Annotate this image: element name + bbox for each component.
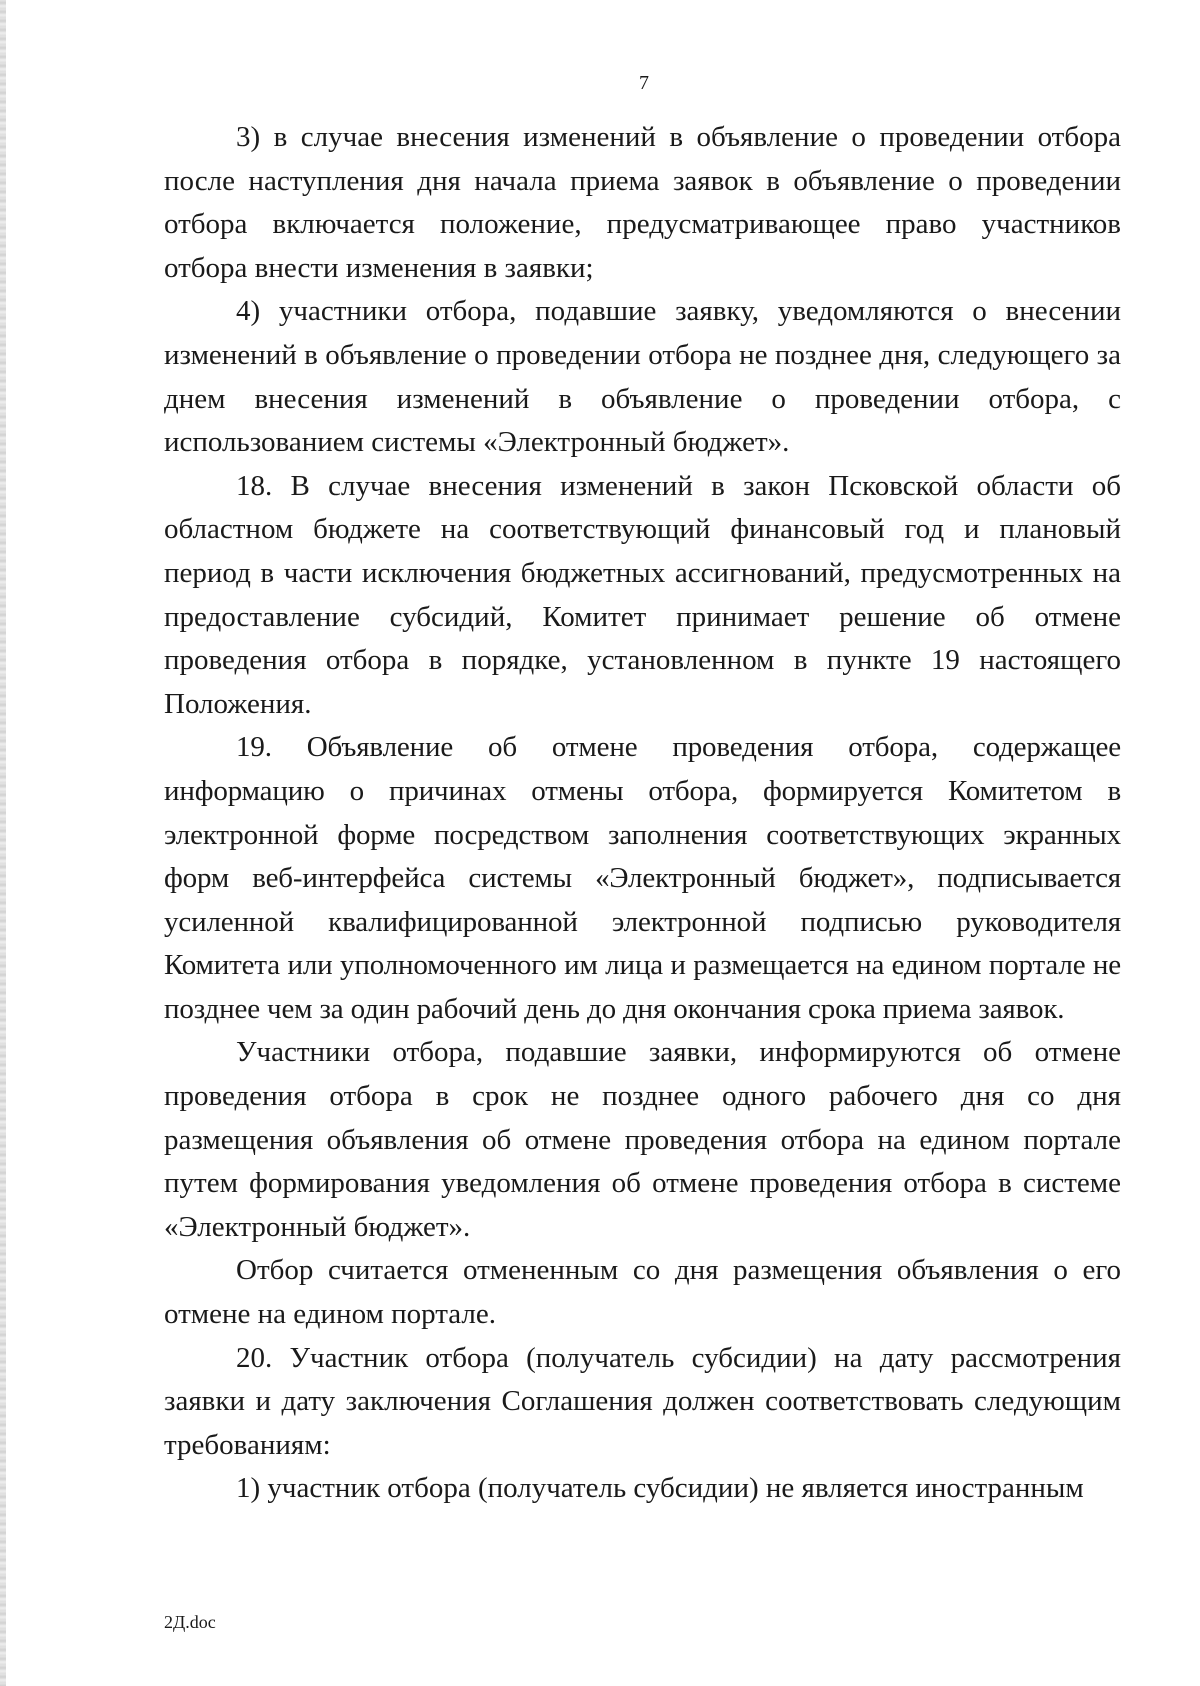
paragraph-point-19: 19. Объявление об отмене проведения отбора, содержащее информацию о причинах отмены отбора, формируется Комитетом в электронной форме посредством заполнения соответствующих экранных форм веб-интерфейса системы «Электронный бюджет», подписывается усиленной квалифицированной электронной подписью руководителя Комитета или уполномоченного им лица и размещается на едином портале не позднее чем за один рабочий день до дня окончания срока приема заявок. [164, 731, 1121, 1025]
paragraph-item-3: 3) в случае внесения изменений в объявление о проведении отбора после наступления дня начала приема заявок в объявление о проведении отбора включается положение, предусматривающее право участников отбора внести изменения в заявки; [164, 121, 1121, 284]
paragraph-item-4: 4) участники отбора, подавшие заявку, уведомляются о внесении изменений в объявление о проведении отбора не позднее дня, следующего за днем внесения изменений в объявление о проведении отбора, с использованием системы «Электронный бюджет». [164, 295, 1121, 459]
paragraph-point-20: 20. Участник отбора (получатель субсидии) на дату рассмотрения заявки и дату заключения Соглашения должен соответствовать следующим требованиям: [164, 1341, 1121, 1461]
paragraph-cancellation: Отбор считается отмененным со дня размещения объявления о его отмене на едином портале. [164, 1254, 1121, 1331]
footer-filename: 2Д.doc [164, 1612, 216, 1632]
page-number: 7 [639, 72, 649, 94]
paragraph-requirement-1: 1) участник отбора (получатель субсидии) не является иностранным [236, 1472, 1084, 1505]
paragraph-point-18: 18. В случае внесения изменений в закон Псковской области об областном бюджете на соответствующий финансовый год и плановый период в части исключения бюджетных ассигнований, предусмотренных на предоставление субсидий, Комитет принимает решение об отмене проведения отбора в порядке, установленном в пункте 19 настоящего Положения. [164, 469, 1121, 720]
paragraph-participants-notice: Участники отбора, подавшие заявки, информируются об отмене проведения отбора в срок не позднее одного рабочего дня со дня размещения объявления об отмене проведения отбора на едином портале путем формирования уведомления об отмене проведения отбора в системе «Электронный бюджет». [164, 1036, 1121, 1243]
scan-edge [0, 0, 6, 1686]
document-body [164, 116, 1121, 1511]
